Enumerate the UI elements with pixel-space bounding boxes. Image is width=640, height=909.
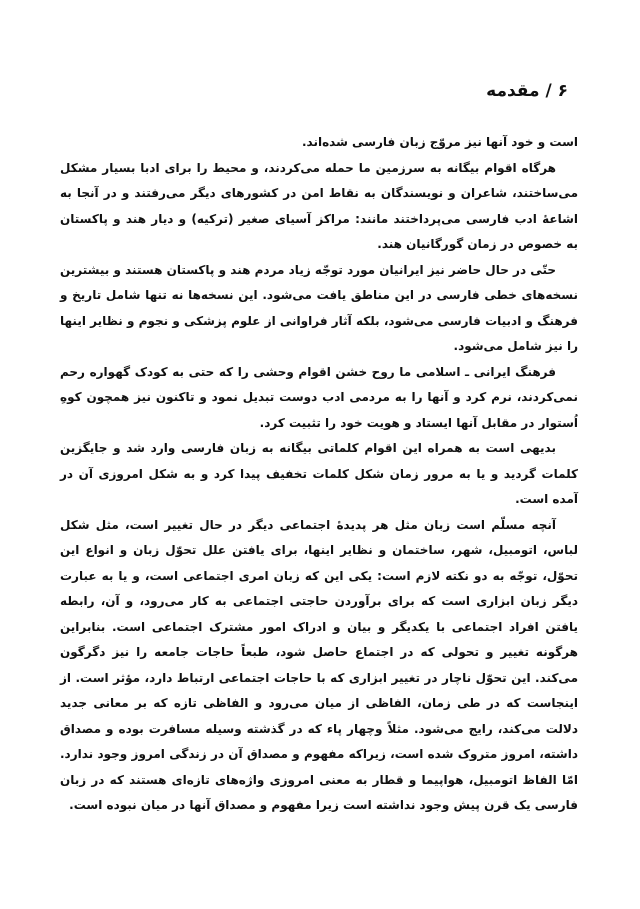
running-header: ۶ / مقدمه [486, 81, 568, 101]
paragraph: است و خود آنها نیز مروّج زبان فارسی شده‌اند. [301, 135, 578, 149]
paragraph: فرهنگ ایرانی ـ اسلامی ما روح خشن اقوام وحشی را که حتی به کودک گهواره رحم نمی‌کردند، نرم کرد و آنها را به مردمی ادب دوست تبدیل نمود و تاکنون نیز همچون کوهِ اُستوار در مقابل آنها ایستاد و هویت خود را تثبیت کرد. [60, 364, 578, 430]
paragraph: بدیهی است به همراه این اقوام کلماتی بیگانه به زبان فارسی وارد شد و جایگزین کلمات گردید و یا به مرور زمان شکل کلمات تخفیف پیدا کرد و به شکل امروزی آن در آمده است. [60, 441, 578, 506]
paragraph: آنچه مسلّم است زبان مثل هر پدیدهٔ اجتماعی دیگر در حال تغییر است، مثل شکل لباس، اتومبیل، شهر، ساختمان و نظایر اینها، برای یافتن علل تحوّل زبان و انواع این تحوّل، توجّه به دو نکته لازم است: یکی این که زبان امری اجتماعی است، و یا به عبارت دیگر زبان ابزاری است که برای برآوردن حاجتی اجتماعی به کار می‌رود، و آن، رابطه یافتن افراد اجتماعی با یکدیگر و بیان و ادراک امور مشترک اجتماعی است. بنابراین هرگونه تغییر و تحولی که در اجتماع حاصل شود، طبعاً حاجات جامعه را نیز دگرگون می‌کند. این تحوّل ناچار در تغییر ابزاری که با حاجات اجتماعی ارتباط دارد، مؤثر است. از اینجاست که در طی زمان، الفاظی از میان می‌رود و الفاظی تازه که بر معانی جدید دلالت می‌کند، رایج می‌شود. مثلاً وچهار پاء که در گذشته وسیله مسافرت بوده و مصداق داشته، امروز متروک شده است، زیراکه مفهوم و مصداق آن در زندگی امروز وجود ندارد. امّا الفاظ اتومبیل، هواپیما و قطار به معنی امروزی واژه‌های تازه‌ای هستند که در زبان فارسی یک قرن پیش وجود نداشته است زیرا مفهوم و مصداق آنها در میان نبوده است. [60, 517, 578, 812]
body-text [60, 130, 578, 819]
paragraph: هرگاه اقوام بیگانه به سرزمین ما حمله می‌کردند، و محیط را برای ادبا بسیار مشکل می‌ساختند، شاعران و نویسندگان به نقاط امن در کشورهای دیگر می‌رفتند و در آنجا به اشاعهٔ ادب فارسی می‌پرداختند مانند: مراکز آسیای صغیر (ترکیه) و دیار هند و پاکستان به خصوص در زمان گورگانیان هند. [60, 160, 578, 251]
paragraph: حتّی در حال حاضر نیز ایرانیان مورد توجّه زیاد مردم هند و پاکستان هستند و بیشترین نسخه‌های خطی فارسی در این مناطق یافت می‌شود. این نسخه‌ها نه تنها شامل تاریخ و فرهنگ و ادبیات فارسی می‌شود، بلکه آثار فراوانی از علوم پزشکی و نجوم و نظایر اینها را نیز شامل می‌شود. [60, 262, 578, 353]
